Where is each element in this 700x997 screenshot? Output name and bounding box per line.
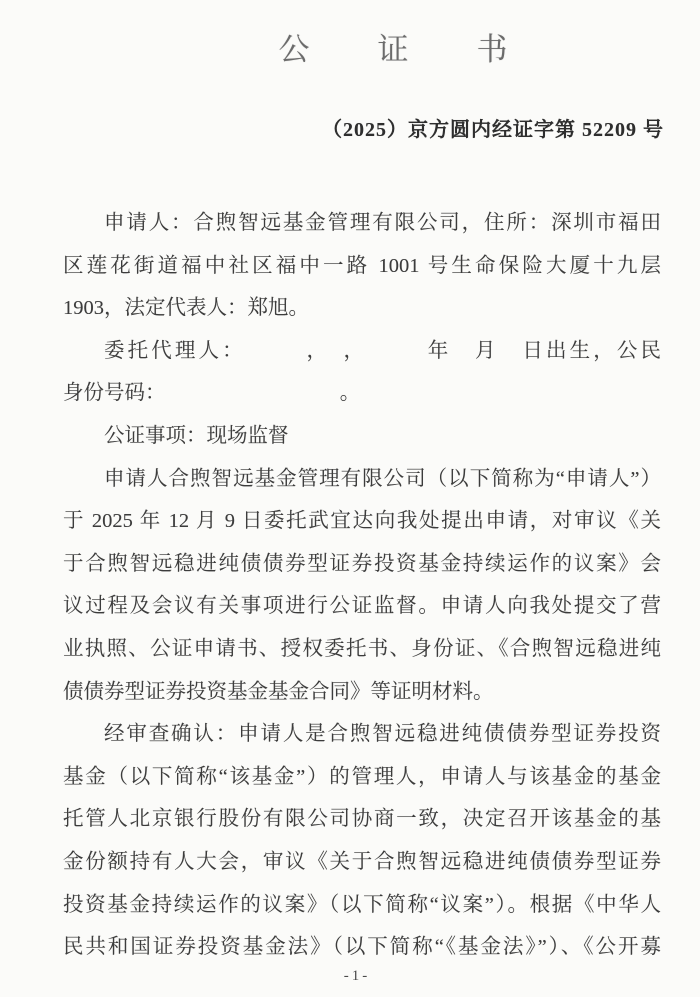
page-number: -1- <box>343 968 371 984</box>
text-line: 1903，法定代表人：郑旭。 <box>63 297 309 320</box>
text-line: 业执照、公证申请书、授权委托书、身份证、《合煦智远稳进纯 <box>63 637 661 660</box>
text-line: 经审查确认：申请人是合煦智远稳进纯债债券型证券投资 <box>104 723 661 746</box>
text-line: 区莲花街道福中社区福中一路 1001 号生命保险大厦十九层 <box>63 254 661 277</box>
text-line: 民共和国证券投资基金法》（以下简称“《基金法》”）、《公开募 <box>63 936 661 959</box>
text-line: 托管人北京银行股份有限公司协商一致，决定召开该基金的基 <box>63 808 661 831</box>
document-body <box>63 202 661 969</box>
text-line: 债债券型证券投资基金基金合同》等证明材料。 <box>63 680 494 703</box>
text-line: 投资基金持续运作的议案》（以下简称“议案”）。根据《中华人 <box>63 893 661 916</box>
text-line: 身份号码： 。 <box>63 382 361 405</box>
text-line: 申请人合煦智远基金管理有限公司（以下简称为“申请人”） <box>104 467 661 490</box>
text-line: 基金（以下简称“该基金”）的管理人，申请人与该基金的基金 <box>63 765 661 788</box>
text-line: 申请人：合煦智远基金管理有限公司，住所：深圳市福田 <box>104 212 661 234</box>
text-line: 委托代理人： ， ， 年 月 日出生，公民 <box>104 339 661 362</box>
text-line: 议过程及会议有关事项进行公证监督。申请人向我处提交了营 <box>63 595 661 618</box>
certificate-number: （2025）京方圆内经证字第 52209 号 <box>322 119 664 141</box>
document-title: 公 证 书 <box>278 32 510 67</box>
text-line: 于 2025 年 12 月 9 日委托武宜达向我处提出申请，对审议《关 <box>63 510 661 533</box>
text-line: 金份额持有人大会，审议《关于合煦智远稳进纯债债券型证券 <box>63 850 661 873</box>
text-line: 公证事项：现场监督 <box>104 424 289 447</box>
text-line: 于合煦智远稳进纯债债券型证券投资基金持续运作的议案》会 <box>63 552 661 575</box>
